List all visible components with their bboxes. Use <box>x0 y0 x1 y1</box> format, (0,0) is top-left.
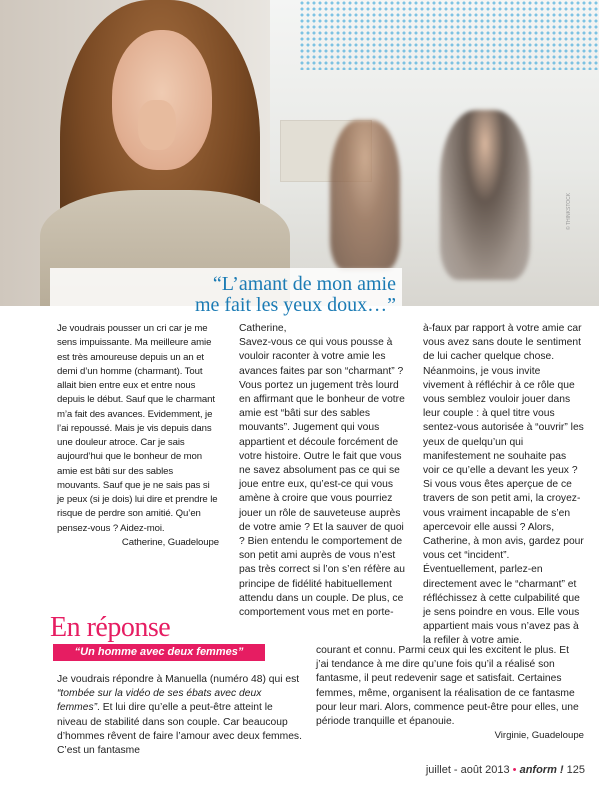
headline-line-1: “L’amant de mon amie <box>212 273 396 295</box>
letter-text: Je voudrais pousser un cri car je me sens impuissante. Ma meilleure amie est très amoureuse depuis un an et demi d’un homme (charmant). Tout allait bien entre eux et entre nous depuis le début. Sauf que le charmant m’a fait des avances. Evidemment, je l’ai repoussé. Mais je vis depuis dans une douleur atroce. Car je sais aujourd’hui que le bonheur de mon amie est bâti sur des sables mouvants. Sauf que je ne sais pas si je peux (si je dois) lui dire et prendre le risque de perdre son amitié. Qu’en pensez-vous ? Aidez-moi. <box>57 323 218 534</box>
woman-hand <box>138 100 176 150</box>
issue-date: juillet - août 2013 <box>425 764 510 776</box>
letter-signature: Catherine, Guadeloupe <box>121 536 219 548</box>
reponse-intro: Je voudrais répondre à Manuella (numéro 48) qui est <box>57 674 300 685</box>
answer-column-3 <box>423 322 584 649</box>
reader-letter <box>57 322 219 550</box>
reponse-quote: “tombée sur la vidéo de ses ébats avec deux femmes” <box>57 688 262 714</box>
dot-pattern <box>299 0 599 70</box>
page-number: 125 <box>566 764 585 776</box>
magazine-name: anform ! <box>519 764 564 776</box>
section-subtitle: “Un homme avec deux femmes” <box>53 644 265 661</box>
footer-bullet: • <box>512 764 517 776</box>
reponse-column-2 <box>316 644 584 743</box>
article-headline <box>50 268 402 321</box>
blurred-woman <box>330 120 400 270</box>
reponse-rest: . Et lui dire qu’elle a peut-être atteint le niveau de stabilité dans son couple. Car beaucoup d’hommes rêvent de faire l’amour avec deux femmes. C’est un fantasme <box>57 702 302 757</box>
answer-text-2: Catherine, Savez-vous ce qui vous pousse à vouloir raconter à votre amie les avances faites par son “charmant” ? Vous portez un jugement très lourd en affirmant que le bonheur de votre amie est “bâti sur des sables mouvants”. Jugement qui vous appartient et découle forcément de votre histoire. Outre le fait que vous ne savez absolument pas ce qui se joue entre eux, qu’est-ce qui vous amène à croire que vous pourriez jouer un rôle de sauveteuse auprès de votre amie ? Et la sauver de quoi ? Bien entendu le comportement de son petit ami auprès de vous n’est pas très correct si l’on s’en réfère au principe de fidélité habituellement attendu dans un couple. De plus, ce comportement vous met en porte- <box>239 323 405 619</box>
blurred-man <box>440 110 530 280</box>
photo-credit: © THINKSTOCK <box>566 192 572 230</box>
answer-column-2 <box>239 322 407 620</box>
answer-text-3: à-faux par rapport à votre amie car vous avez sans doute le sentiment de lui cacher quelque chose. Néanmoins, je vous invite vivement à réfléchir à ce rôle que vous semblez vouloir jouer dans leur couple : à quel titre vous sentez-vous autorisée à “ouvrir” les yeux de quelqu’un qui manifestement ne souhaite pas voir ce qu’elle a devant les yeux ? Si vous vous êtes aperçue de ce travers de son petit ami, la croyez-vous vraiment incapable de s’en apercevoir elle aussi ? Alors, Catherine, à mon avis, gardez pour vous cet “incident”. Éventuellement, parlez-en directement avec le “charmant” et réfléchissez à cette culpabilité que je sens poindre en vous. Elle vous appartient mais vous n’avez pas à la refiler à votre amie. <box>423 323 584 647</box>
reponse-text-2: courant et connu. Parmi ceux qui les excitent le plus. Et j’ai tendance à me dire qu’une fois qu’il a réalisé son fantasme, il peut redevenir sage et satisfait. Certaines femmes, même, organisent la réalisation de ce fantasme pour leur mari. Alors, commence peut-être pour elles, une période tranquille et épanouie. <box>316 645 579 728</box>
reponse-signature: Virginie, Guadeloupe <box>494 730 584 742</box>
reponse-column-1 <box>57 673 305 758</box>
header-photo <box>0 0 599 306</box>
section-title: En réponse <box>50 612 171 643</box>
headline-line-2: me fait les yeux doux…” <box>194 294 396 316</box>
page-footer <box>426 764 585 776</box>
